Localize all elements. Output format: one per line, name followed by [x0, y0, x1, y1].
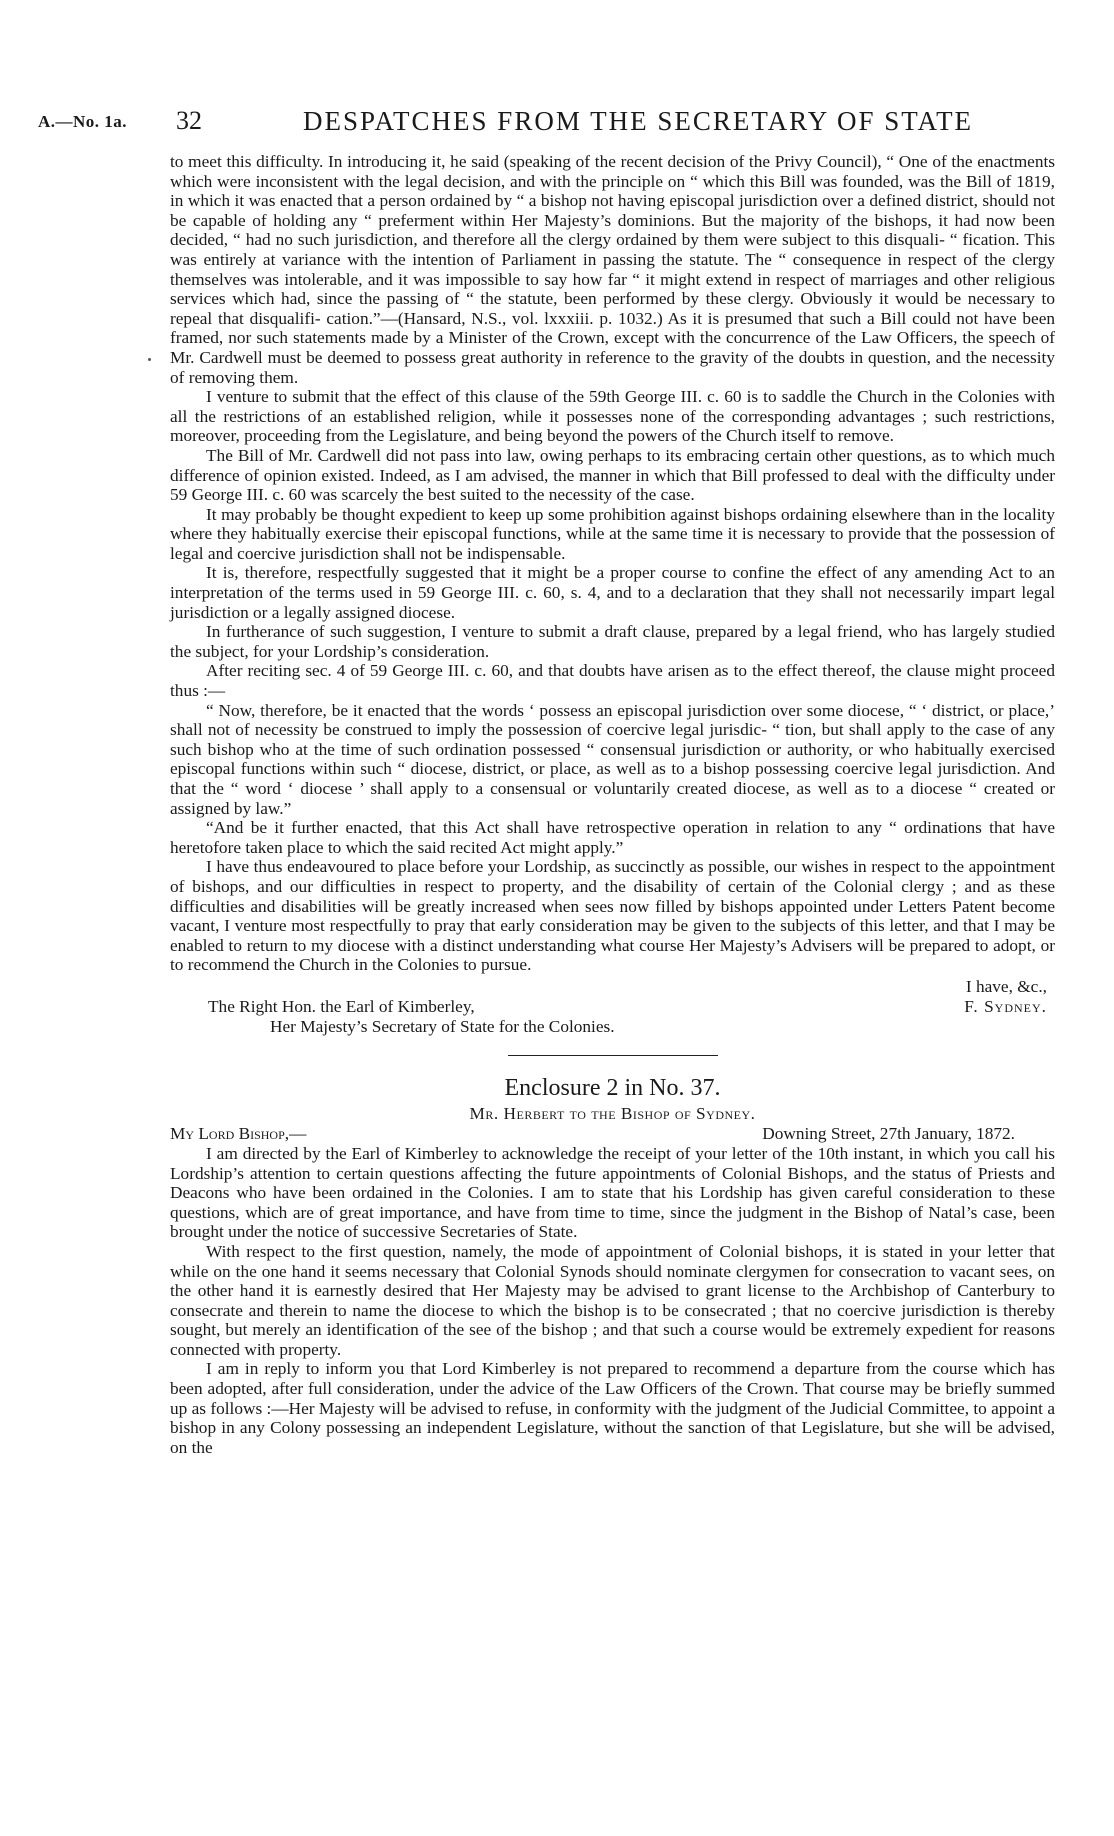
dateline: Downing Street, 27th January, 1872.: [762, 1123, 1015, 1143]
salutation-row: [170, 1124, 1055, 1144]
enclosure-paragraph: With respect to the first question, namely, the mode of appointment of Colonial bishops, it is stated in your letter that while on the one hand it seems necessary that Colonial Synods should nominate clergymen for consecration to vacant sees, on the other hand it is earnestly desired that Her Majesty may be advised to grant license to the Archbishop of Canterbury to consecrate and therein to name the diocese to which the bishop is to be consecrated ; that no coercive jurisdiction is thereby sought, but merely an identification of the see of the bishop ; and that such a course would be extremely expedient for reasons connected with property.: [170, 1241, 1055, 1359]
enclosure-paragraph: I am directed by the Earl of Kimberley to acknowledge the receipt of your letter of the 10th instant, in which you call his Lordship’s attention to certain questions affecting the future appointments of Colonial Bishops, and the status of Priests and Deacons who have been ordained in the Colonies. I am to state that his Lordship has given careful consideration to these questions, which are of great importance, and have from time to time, since the judgment in the Bishop of Natal’s case, been brought under the notice of successive Secretaries of State.: [170, 1143, 1055, 1242]
enclosure-subtitle: Mr. Herbert to the Bishop of Sydney.: [469, 1103, 756, 1123]
letter-paragraph: to meet this difficulty. In introducing it, he said (speaking of the recent decision of the Privy Council), “ One of the enactments which were inconsistent with the legal decision, and with the principle on “ which this Bill was founded, was the Bill of 1819, in which it was enacted that a person ordained by “ a bishop not having episcopal jurisdiction over a defined district, should not be capable of holding any “ preferment within Her Majesty’s dominions. But the majority of the bishops, it had now been decided, “ had no such jurisdiction, and therefore all the clergy ordained by them were subject to this disquali- “ fication. This was entirely at variance with the intention of Parliament in passing the statute. The “ consequence in respect of the clergy themselves was intolerable, and it was impossible to say how far “ it might extend in respect of marriages and other religious services which had, since the passing of “ the statute, been performed by these clergy. Obviously it would be necessary to repeal that disqualifi- cation.”—(Hansard, N.S., vol. lxxxiii. p. 1032.) As it is presumed that such a Bill could not have been framed, nor such statements made by a Minister of the Crown, except with the concurrence of the Law Officers, the speech of Mr. Cardwell must be deemed to possess great authority in reference to the gravity of the doubts in question, and the necessity of removing them.: [170, 152, 1055, 387]
addressee-name: The Right Hon. the Earl of Kimberley,: [208, 996, 475, 1016]
letter-body: [170, 152, 1055, 1457]
signature-block: [170, 977, 1055, 1039]
margin-mark: [148, 358, 151, 361]
salutation: My Lord Bishop,—: [170, 1123, 307, 1143]
closing-formula: I have, &c.,: [965, 976, 1047, 996]
letter-paragraph: After reciting sec. 4 of 59 George III. c. 60, and that doubts have arisen as to the effect thereof, the clause might proceed thus :—: [170, 661, 1055, 701]
document-reference: A.—No. 1a.: [38, 112, 128, 131]
signature: F. Sydney.: [964, 996, 1047, 1016]
page-number: 32: [176, 106, 202, 135]
page-header: [38, 106, 1078, 146]
addressee-title: Her Majesty’s Secretary of State for the Colonies.: [270, 1016, 615, 1036]
letter-paragraph: I venture to submit that the effect of this clause of the 59th George III. c. 60 is to saddle the Church in the Colonies with all the restrictions of an established religion, while it possesses none of the corresponding advantages ; such restrictions, moreover, proceeding from the Legislature, and being beyond the powers of the Church itself to remove.: [170, 387, 1055, 446]
enclosure-paragraph: I am in reply to inform you that Lord Kimberley is not prepared to recommend a departure from the course which has been adopted, after full consideration, under the advice of the Law Officers of the Crown. That course may be briefly summed up as follows :—Her Majesty will be advised to refuse, in conformity with the judgment of the Judicial Committee, to appoint a bishop in any Colony possessing an independent Legislature, without the sanction of that Legislature, but she will be advised, on the: [170, 1359, 1055, 1457]
letter-paragraph: In furtherance of such suggestion, I venture to submit a draft clause, prepared by a legal friend, who has largely studied the subject, for your Lordship’s consideration.: [170, 622, 1055, 661]
letter-closing-paragraph: I have thus endeavoured to place before your Lordship, as succinctly as possible, our wishes in respect to the appointment of bishops, and our difficulties in respect to property, and the disability of certain of the Colonial clergy ; and as these difficulties and disabilities will be greatly increased when sees now filled by bishops appointed under Letters Patent become vacant, I venture most respectfully to pray that early consideration may be given to the subjects of this letter, and that I may be enabled to return to my diocese with a distinct understanding what course Her Majesty’s Advisers will be prepared to adopt, or to recommend the Church in the Colonies to pursue.: [170, 857, 1055, 975]
draft-clause-quote: “ Now, therefore, be it enacted that the words ‘ possess an episcopal jurisdiction over some diocese, “ ‘ district, or place,’ shall not of necessity be construed to imply the possession of coercive legal jurisdic- “ tion, but shall apply to the case of any such bishop who at the time of such ordination possessed “ consensual jurisdiction or authority, or who habitually exercised episcopal functions within such “ diocese, district, or place, as well as to a bishop possessing coercive legal jurisdiction. And that the “ word ‘ diocese ’ shall apply to a consensual or voluntarily created diocese, as well as to a diocese “ created or assigned by law.”: [170, 700, 1055, 818]
section-divider: [508, 1055, 718, 1056]
draft-clause-quote: “And be it further enacted, that this Act shall have retrospective operation in relation to any “ ordinations that have heretofore taken place to which the said recited Act might apply.”: [170, 818, 1055, 857]
running-title: DESPATCHES FROM THE SECRETARY OF STATE: [303, 106, 974, 136]
letter-paragraph: It may probably be thought expedient to keep up some prohibition against bishops ordaining elsewhere than in the locality where they habitually exercise their episcopal functions, while at the same time it is necessary to provide that the possession of legal and coercive jurisdiction shall not be indispensable.: [170, 504, 1055, 563]
enclosure-title: Enclosure 2 in No. 37.: [504, 1074, 721, 1101]
letter-paragraph: It is, therefore, respectfully suggested that it might be a proper course to confine the effect of any amending Act to an interpretation of the terms used in 59 George III. c. 60, s. 4, and to a declaration that they shall not necessarily impart legal jurisdiction or a legally assigned diocese.: [170, 563, 1055, 622]
letter-paragraph: The Bill of Mr. Cardwell did not pass into law, owing perhaps to its embracing certain other questions, as to which much difference of opinion existed. Indeed, as I am advised, the manner in which that Bill professed to deal with the difficulty under 59 George III. c. 60 was scarcely the best suited to the necessity of the case.: [170, 445, 1055, 505]
